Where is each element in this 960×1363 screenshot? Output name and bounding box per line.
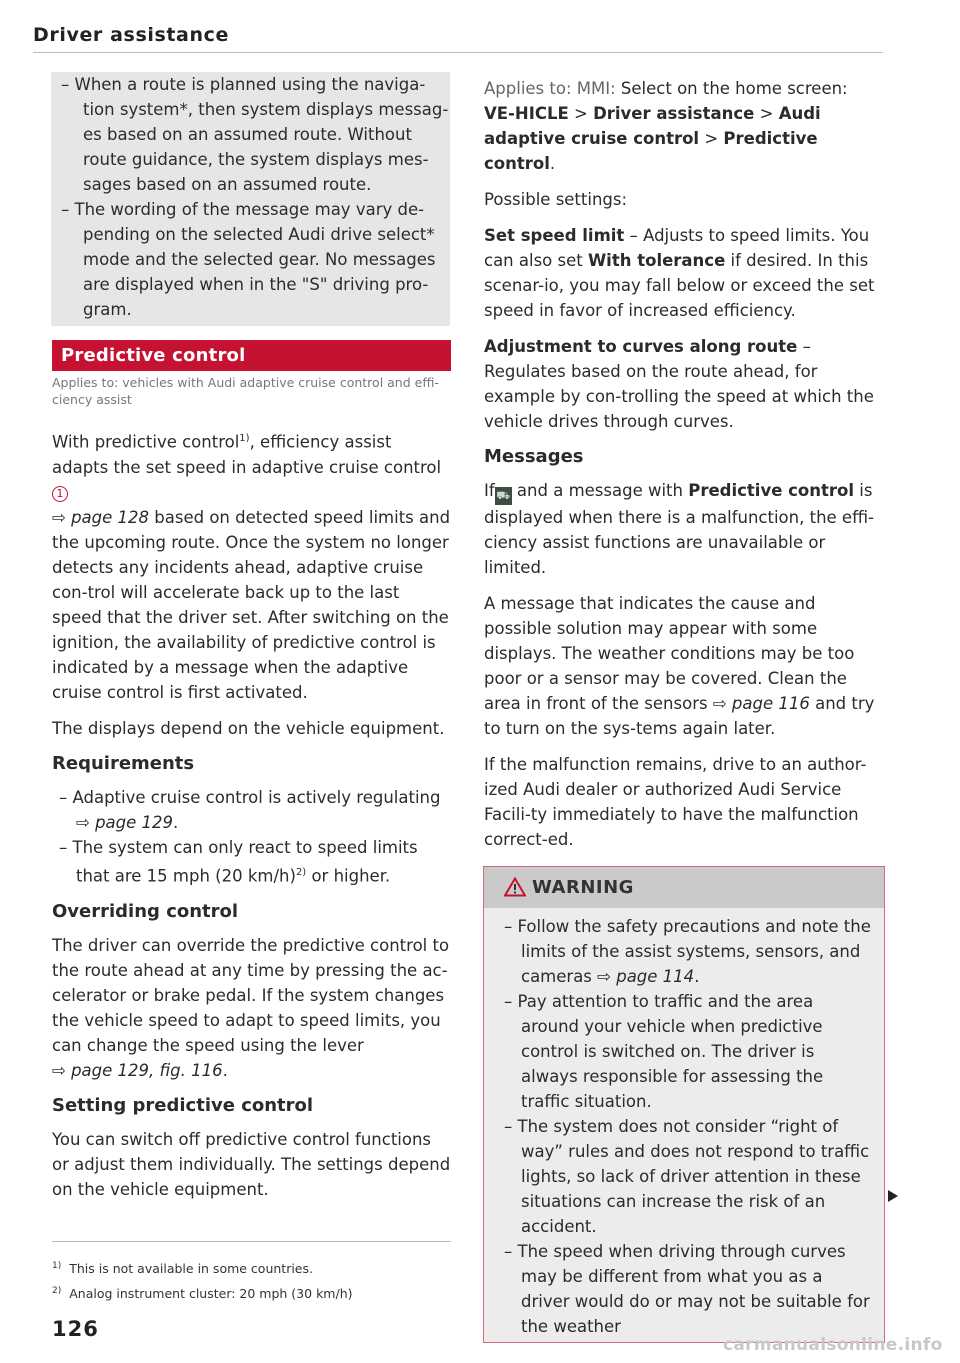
messages-paragraph-2: A message that indicates the cause and possible solution may appear with some displays. The weather conditions may be too poor or a sensor may be covered. Clean the area in front of the sensors ⇨ page 116 and try to turn on the sys-tems again later. (484, 594, 875, 738)
warning-header: WARNING (484, 867, 884, 908)
warning-item: – Follow the safety precautions and note the limits of the assist systems, sensors, and cameras ⇨ page 114. (494, 914, 874, 989)
note-item: – The wording of the message may vary de-pending on the selected Audi drive select* mode and the selected gear. No messages are displayed when in the "S" driving pro-gram. (51, 197, 450, 322)
applies-mmi-paragraph: Applies to: MMI: Select on the home screen: VE-HICLE > Driver assistance > Audi adaptive cruise control > Predictive control. (484, 79, 848, 173)
curves-paragraph: Adjustment to curves along route – Regulates based on the route ahead, for example by con-trolling the speed at which the vehicle drives through curves. (484, 337, 874, 431)
menu-path-item: VE-HICLE (484, 104, 569, 123)
warning-triangle-icon (504, 877, 526, 897)
section-title-bar: Predictive control (52, 340, 451, 371)
footnote-ref-1[interactable]: 1) (239, 433, 250, 444)
section-applies-to: Applies to: vehicles with Audi adaptive cruise control and effi-ciency assist (52, 375, 439, 407)
set-speed-paragraph: Set speed limit – Adjusts to speed limits. You can also set With tolerance if desired. In this scenar-io, you may fall below or exceed the set speed in favor of increased efficiency. (484, 226, 875, 320)
possible-settings: Possible settings: (484, 190, 628, 209)
page-number: 126 (52, 1317, 99, 1341)
requirement-item: – The system can only react to speed limits that are 15 mph (20 km/h)$^{2)}$ or higher. (52, 835, 451, 889)
warning-lamp-icon: ⛟ (495, 487, 512, 505)
page-header-title: Driver assistance (33, 24, 229, 46)
displays-paragraph: The displays depend on the vehicle equipment. (52, 718, 445, 738)
watermark: carmanualsonline.info (723, 1335, 943, 1355)
overriding-heading: Overriding control (52, 901, 239, 922)
footnote-ref-2[interactable]: 2) (295, 866, 307, 878)
page-ref-link[interactable]: ⇨ page 129, fig. 116 (52, 1061, 223, 1080)
messages-paragraph-3: If the malfunction remains, drive to an author-ized Audi dealer or authorized Audi Service Facili-ty immediately to have the malfunction correct-ed. (484, 755, 867, 849)
footnotes (52, 1255, 353, 1305)
setting-paragraph: You can switch off predictive control functions or adjust them individually. The settings depend on the vehicle equipment. (52, 1130, 451, 1199)
setting-heading: Setting predictive control (52, 1095, 314, 1116)
menu-path-item: Predictive control (484, 129, 818, 173)
messages-heading: Messages (484, 446, 584, 467)
left-column (52, 72, 451, 1213)
header-divider (33, 52, 883, 53)
page-ref-link[interactable]: ⇨ page 114 (597, 967, 695, 986)
requirement-item: – Adaptive cruise control is actively regulating ⇨ page 129. (52, 785, 451, 835)
continue-arrow-icon (888, 1190, 898, 1202)
callout-marker: 1 (52, 486, 68, 502)
note-box (51, 72, 450, 326)
warning-item: – The speed when driving through curves may be different from what you as a driver would do or may not be suitable for the weather (494, 1239, 874, 1339)
footnote-divider (52, 1241, 451, 1242)
messages-paragraph-1: If ⛟ and a message with Predictive control is displayed when there is a malfunction, the effi-ciency assist functions are unavailable or limited. (484, 481, 874, 577)
menu-path-item: Audi adaptive cruise control (484, 104, 821, 148)
page-ref-link[interactable]: ⇨ page 116 (712, 694, 810, 713)
intro-paragraph: With predictive control$^{1)}$, efficiency assist adapts the set speed in adaptive cruise control 1 ⇨ page 128 based on detected speed limits and the upcoming route. Once the system no longer detects any incidents ahead, adaptive cruise con-trol will accelerate back up to the last speed that the driver set. After switching on the ignition, the availability of predictive control is indicated by a message when the adaptive cruise control is first activated. (52, 432, 451, 702)
page-ref-link[interactable]: ⇨ page 129 (76, 812, 174, 832)
overriding-paragraph: The driver can override the predictive control to the route ahead at any time by pressing the ac-celerator or brake pedal. If the system changes the vehicle speed to adapt to speed limits, you can change the speed using the lever ⇨ page 129, fig. 116. (52, 936, 450, 1080)
warning-item: – Pay attention to traffic and the area around your vehicle when predictive control is switched on. The driver is always responsible for assessing the traffic situation. (494, 989, 874, 1114)
page-ref-link[interactable]: ⇨ page 128 (52, 507, 150, 527)
footnote-2: $^{2)}$ Analog instrument cluster: 20 mph (30 km/h) (52, 1286, 353, 1302)
requirements-heading: Requirements (52, 752, 195, 774)
warning-item: – The system does not consider “right of way” rules and does not respond to traffic lights, so lack of driver attention in these situations can increase the risk of an accident. (494, 1114, 874, 1239)
right-column (484, 76, 882, 1343)
note-item: – When a route is planned using the naviga-tion system*, then system displays messag-es based on an assumed route. Without route guidance, the system displays mes-sages based on an assumed route. (51, 72, 450, 197)
warning-box (483, 866, 885, 1343)
menu-path-item: Driver assistance (593, 104, 755, 123)
footnote-1: $^{1)}$ This is not available in some countries. (52, 1261, 313, 1277)
